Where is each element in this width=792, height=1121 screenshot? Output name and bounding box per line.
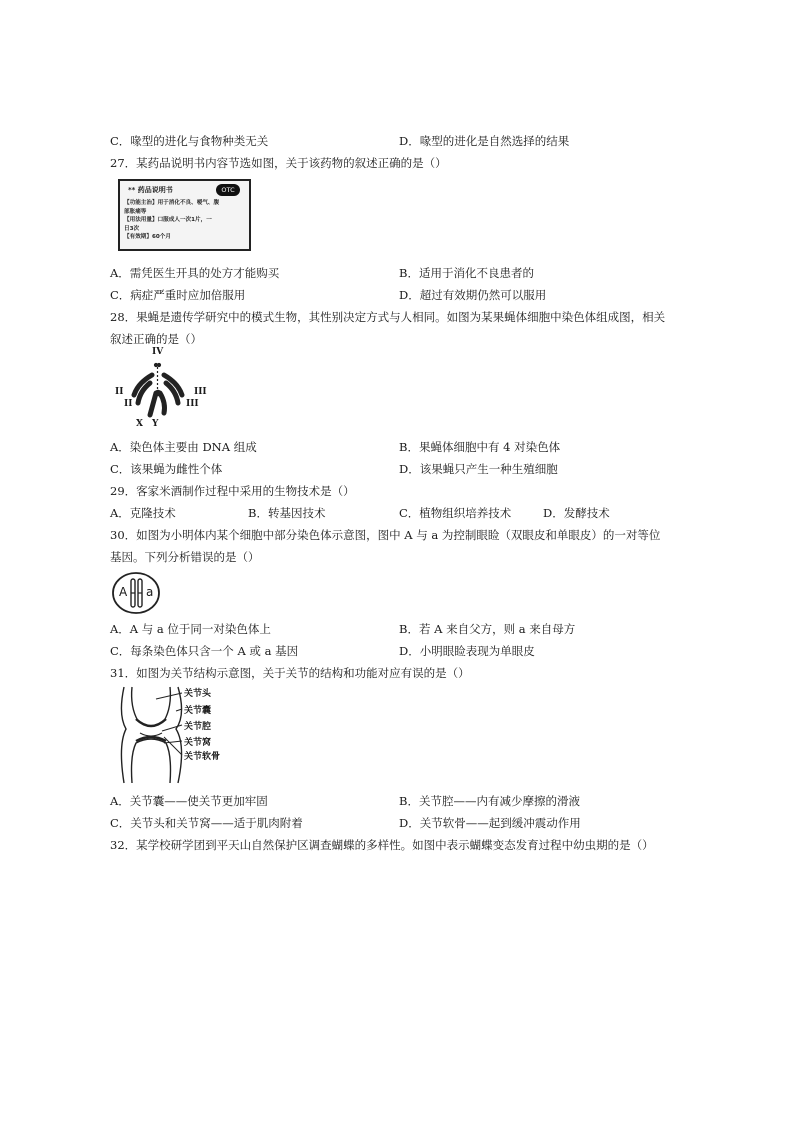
label-iii-bottom: III	[186, 399, 199, 409]
q30-option-b: B．若 A 来自父方，则 a 来自母方	[399, 622, 576, 636]
q28-option-a: A．染色体主要由 DNA 组成	[110, 440, 257, 454]
q27-option-d: D．超过有效期仍然可以服用	[399, 288, 547, 302]
label-iii-top: III	[194, 387, 207, 397]
q31-option-a: A．关节囊——使关节更加牢固	[110, 794, 268, 808]
q26-option-d: D．喙型的进化是自然选择的结果	[399, 134, 570, 148]
label-joint-cavity: 关节腔	[184, 722, 212, 732]
q29-option-c: C．植物组织培养技术	[399, 506, 512, 520]
label-joint-socket: 关节窝	[184, 738, 212, 748]
label-iv: IV	[152, 347, 164, 357]
gene-pair-figure	[111, 571, 161, 615]
q31-option-c: C．关节头和关节窝——适于肌肉附着	[110, 816, 303, 830]
label-joint-head: 关节头	[184, 689, 212, 699]
q29-option-b: B．转基因技术	[248, 506, 326, 520]
q27-stem: 27．某药品说明书内容节选如图，关于该药物的叙述正确的是（）	[110, 156, 447, 170]
q28-option-b: B．果蝇体细胞中有 4 对染色体	[399, 440, 561, 454]
q27-option-b: B．适用于消化不良患者的	[399, 266, 534, 280]
q27-option-c: C．病症严重时应加倍服用	[110, 288, 246, 302]
q28-stem-line-1: 28．果蝇是遗传学研究中的模式生物，其性别决定方式与人相同。如图为某果蝇体细胞中染色体组成图，相关	[110, 310, 666, 324]
label-line-1: 【功能主治】用于消化不良、嗳气、腹	[124, 200, 220, 206]
q31-stem: 31．如图为关节结构示意图，关于关节的结构和功能对应有误的是（）	[110, 666, 470, 680]
label-line-4: 日3次	[124, 225, 140, 232]
medicine-label-figure	[118, 179, 251, 251]
q26-option-c: C．喙型的进化与食物种类无关	[110, 134, 269, 148]
otc-badge: OTC	[216, 184, 240, 196]
label-body	[124, 199, 219, 242]
label-line-3: 【用法用量】口服成人一次1片，一	[124, 217, 212, 223]
label-line-2: 部胀痛等	[124, 208, 147, 215]
q29-stem: 29．客家米酒制作过程中采用的生物技术是（）	[110, 484, 355, 498]
q30-option-c: C．每条染色体只含一个 A 或 a 基因	[110, 644, 299, 658]
q32-stem: 32．某学校研学团到平天山自然保护区调查蝴蝶的多样性。如图中表示蝴蝶变态发育过程中幼虫期的是（）	[110, 838, 654, 852]
q28-option-d: D．该果蝇只产生一种生殖细胞	[399, 462, 558, 476]
q28-stem-line-2: 叙述正确的是（）	[110, 332, 202, 346]
q31-option-b: B．关节腔——内有减少摩擦的滑液	[399, 794, 580, 808]
q29-option-d: D．发酵技术	[543, 506, 610, 520]
q30-stem-line-1: 30．如图为小明体内某个细胞中部分染色体示意图，图中 A 与 a 为控制眼睑（双眼皮和单眼皮）的一对等位	[110, 528, 661, 542]
label-small-a: a	[146, 585, 154, 599]
q27-option-a: A．需凭医生开具的处方才能购买	[110, 266, 280, 280]
joint-structure-figure	[116, 685, 236, 785]
q30-stem-line-2: 基因。下列分析错误的是（）	[110, 550, 260, 564]
label-x: X	[136, 419, 143, 429]
q29-option-a: A．克隆技术	[110, 506, 176, 520]
label-y: Y	[152, 419, 159, 429]
q28-option-c: C．该果蝇为雌性个体	[110, 462, 223, 476]
label-articular-cartilage: 关节软骨	[184, 752, 221, 762]
label-big-a: A	[119, 585, 128, 599]
q30-option-d: D．小明眼睑表现为单眼皮	[399, 644, 535, 658]
label-ii-bottom: II	[124, 399, 133, 409]
joint-diagram	[116, 685, 236, 785]
q30-option-a: A．A 与 a 位于同一对染色体上	[110, 622, 271, 636]
label-title: ** 药品说明书	[128, 186, 173, 194]
label-joint-capsule: 关节囊	[184, 706, 212, 716]
fruit-fly-chromosome-figure	[112, 347, 212, 431]
label-line-5: 【有效期】60个月	[124, 234, 171, 240]
label-ii-top: II	[115, 387, 124, 397]
q31-option-d: D．关节软骨——起到缓冲震动作用	[399, 816, 581, 830]
